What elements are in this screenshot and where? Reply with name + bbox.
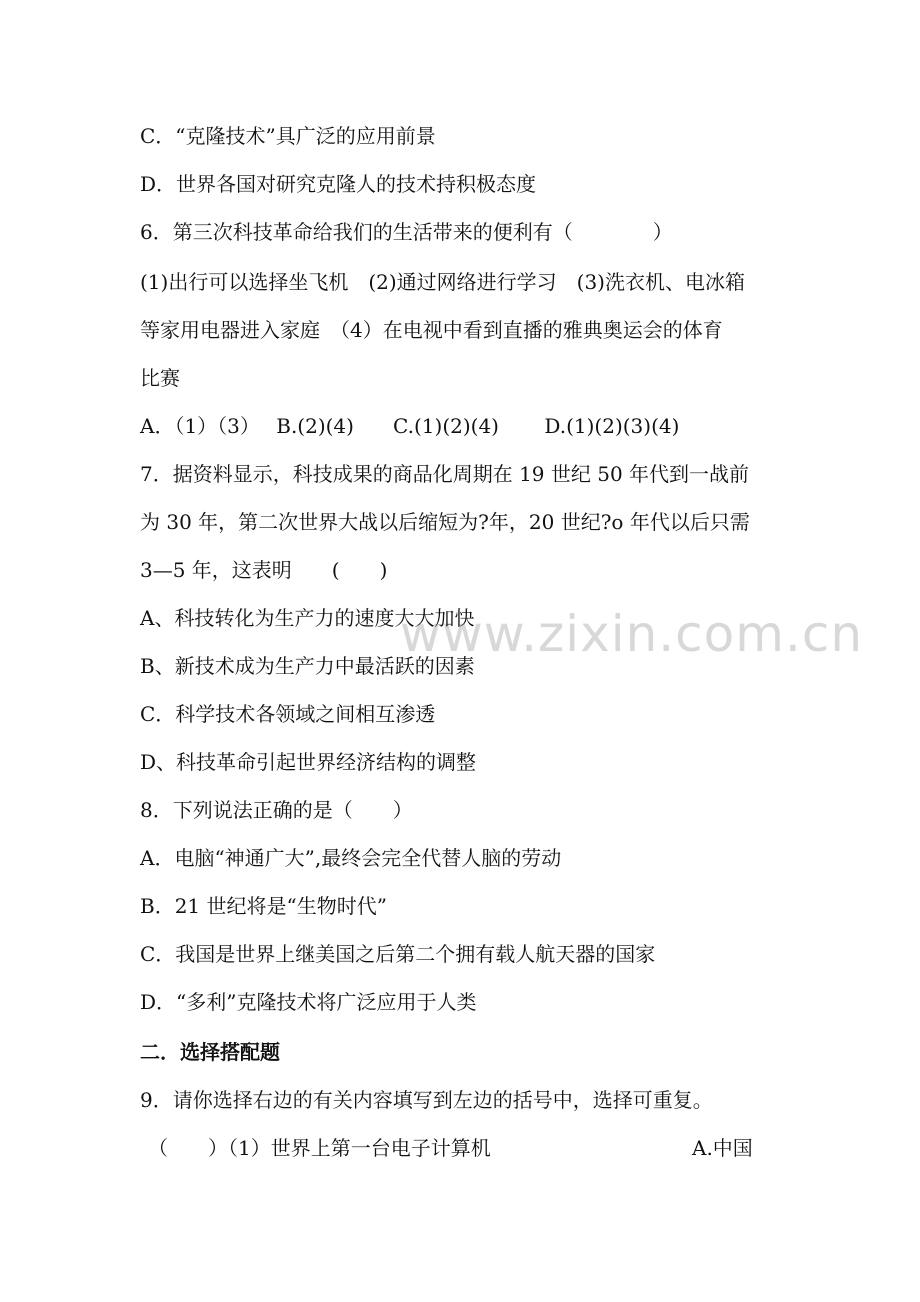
question-8-option-a: A．电脑“神通广大”,最终会完全代替人脑的劳动	[140, 846, 562, 870]
question-8-option-b: B．21 世纪将是“生物时代”	[140, 894, 387, 918]
question-7-stem-line-2: 为 30 年，第二次世界大战以后缩短为?年，20 世纪?o 年代以后只需	[140, 510, 750, 534]
question-8-stem: 8．下列说法正确的是（ ）	[140, 798, 413, 822]
question-7-option-b: B、新技术成为生产力中最活跃的因素	[140, 654, 475, 678]
question-6-items-line-2: 等家用电器进入家庭 （4）在电视中看到直播的雅典奥运会的体育	[140, 318, 723, 342]
question-7-stem-line-3: 3—5 年，这表明 ( )	[140, 558, 388, 582]
match-left-item: （ ）（1）世界上第一台电子计算机	[148, 1136, 491, 1160]
question-6-stem: 6．第三次科技革命给我们的生活带来的便利有（ ）	[140, 220, 673, 244]
question-7-option-c: C．科学技术各领域之间相互渗透	[140, 702, 436, 726]
option-c-cloning-prospect: C．“克隆技术”具广泛的应用前景	[140, 124, 436, 148]
question-9-stem: 9．请你选择右边的有关内容填写到左边的括号中，选择可重复。	[140, 1088, 713, 1112]
question-6-options: A．（1）（3） B.(2)(4) C.(1)(2)(4) D.(1)(2)(3)(4)	[140, 414, 680, 438]
question-8-option-d: D．“多利”克隆技术将广泛应用于人类	[140, 990, 477, 1014]
option-d-cloning-attitude: D．世界各国对研究克隆人的技术持积极态度	[140, 172, 537, 196]
question-6-items-line-1: (1)出行可以选择坐飞机 (2)通过网络进行学习 (3)洗衣机、电冰箱	[140, 270, 745, 294]
match-row	[140, 1134, 780, 1162]
question-8-option-c: C．我国是世界上继美国之后第二个拥有载人航天器的国家	[140, 942, 656, 966]
watermark: www.zixin.com.cn	[400, 605, 864, 663]
question-7-option-d: D、科技革命引起世界经济结构的调整	[140, 750, 477, 774]
section-heading: 二．选择搭配题	[140, 1040, 280, 1064]
question-6-items-line-3: 比赛	[140, 366, 180, 390]
question-7-stem-line-1: 7．据资料显示，科技成果的商品化周期在 19 世纪 50 年代到一战前	[140, 462, 750, 486]
question-7-option-a: A、科技转化为生产力的速度大大加快	[140, 606, 475, 630]
match-right-item: A.中国	[692, 1136, 753, 1160]
